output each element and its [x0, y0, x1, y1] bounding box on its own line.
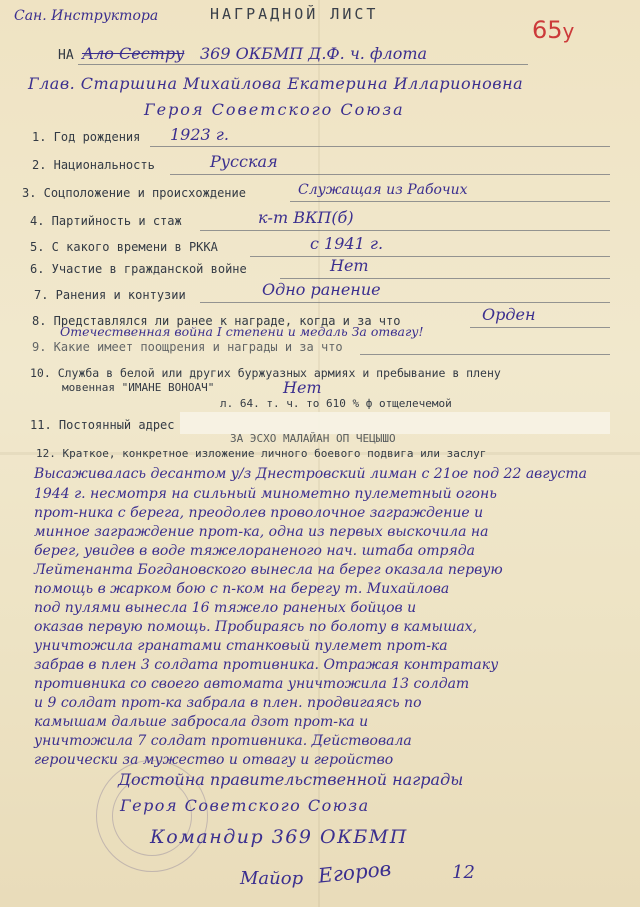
field-value: Служащая из Рабочих [298, 182, 468, 198]
header-prefix: Сан. Инструктора [14, 8, 159, 24]
typed-text: мовенная "ИМАНЕ ВОНОАЧ" [62, 381, 215, 394]
to-prefix: НА [58, 48, 74, 63]
narrative-line: забрав в плен 3 солдата противника. Отражая контратаку [34, 657, 499, 673]
section-label: 12. Краткое, конкретное изложение личного боевого подвига или заслуг [36, 447, 487, 460]
narrative-line: оказав первую помощь. Пробираясь по болоту в камышах, [34, 619, 478, 635]
redacted-address [180, 412, 610, 434]
narrative-line: Высаживалась десантом у/з Днестровский лиман с 21ое под 22 августа [34, 466, 587, 482]
narrative-line: Лейтенанта Богдановского вынесла на берег оказала первую [34, 562, 503, 578]
narrative-line: минное заграждение прот-ка, одна из первых выскочила на [34, 524, 489, 540]
underline [200, 302, 610, 303]
narrative-line: уничтожила 7 солдат противника. Действовала [34, 733, 412, 749]
field-label: 10. Служба в белой или других буржуазных армиях и пребывание в плену [30, 366, 501, 380]
narrative-line: берег, увидев в воде тяжелораненого нач. штаба отряда [34, 543, 475, 559]
underline [78, 64, 528, 65]
narrative-line: и 9 солдат прот-ка забрала в плен. продвигаясь по [34, 695, 422, 711]
narrative-line: прот-ника с берега, преодолев проволочное заграждение и [34, 505, 484, 521]
field-value: Одно ранение [262, 280, 381, 299]
field-label: 9. Какие имеет поощрения и награды и за что [32, 340, 343, 354]
field-value: Орден [482, 305, 536, 324]
typed-text: ЗА ЭСХО МАЛАЙАН ОП ЧЕЦЫШО [230, 432, 396, 445]
narrative-line: камышам дальше забросала дзот прот-ка и [34, 714, 369, 730]
field-label: 5. С какого времени в РККА [30, 240, 218, 254]
underline [150, 146, 610, 147]
underline [170, 174, 610, 175]
underline [470, 327, 610, 328]
underline [290, 201, 610, 202]
narrative-line: 1944 г. несмотря на сильный минометно пулеметный огонь [34, 486, 497, 502]
document-title: НАГРАДНОЙ ЛИСТ [210, 5, 379, 23]
field-value: Нет [283, 378, 322, 397]
archive-number: 65у [532, 16, 575, 44]
underline [250, 256, 610, 257]
underline [360, 354, 610, 355]
field-label: 8. Представлялся ли ранее к награде, когда и за что [32, 314, 401, 328]
field-label: 4. Партийность и стаж [30, 214, 182, 228]
recipient-name: Глав. Старшина Михайлова Екатерина Илларионовна [28, 74, 524, 93]
field-value: 1923 г. [170, 125, 229, 144]
field-value: к-т ВКП(б) [258, 208, 354, 227]
unit-name: 369 ОКБМП Д.Ф. ч. флота [200, 44, 428, 63]
award-title: Героя Советского Союза [144, 100, 405, 119]
field-label: 11. Постоянный адрес [30, 418, 175, 432]
conclusion-line: Достойна правительственной награды [118, 770, 464, 789]
signature-rank: Майор [240, 868, 304, 889]
field-label: 2. Национальность [32, 158, 155, 172]
field-value: Отечественная война I степени и медаль За отвагу! [60, 324, 424, 339]
signature-mark: 12 [452, 862, 475, 883]
conclusion-line: Героя Советского Союза [120, 796, 370, 815]
signature: Егоров [316, 856, 393, 888]
field-label: 7. Ранения и контузии [34, 288, 186, 302]
typed-text: л. 64. т. ч. то 610 % ф отщелечемой [220, 397, 452, 410]
field-label: 6. Участие в гражданской войне [30, 262, 247, 276]
underline [280, 278, 610, 279]
field-value: Русская [210, 152, 278, 171]
narrative-line: героически за мужество и отвагу и геройство [34, 752, 394, 768]
struck-text: Ало Сестру [82, 44, 185, 63]
narrative-line: под пулями вынесла 16 тяжело раненых бойцов и [34, 600, 417, 616]
field-label: 3. Соцположение и происхождение [22, 186, 246, 200]
field-label: 1. Год рождения [32, 130, 141, 144]
underline [200, 230, 610, 231]
narrative-line: уничтожила гранатами станковый пулемет прот-ка [34, 638, 448, 654]
field-value: с 1941 г. [310, 234, 384, 253]
narrative-line: помощь в жарком бою с п-ком на берегу т. Михайлова [34, 581, 450, 597]
commander-title: Командир 369 ОКБМП [150, 826, 408, 848]
narrative-line: противника со своего автомата уничтожила 13 солдат [34, 676, 470, 692]
field-value: Нет [330, 256, 369, 275]
